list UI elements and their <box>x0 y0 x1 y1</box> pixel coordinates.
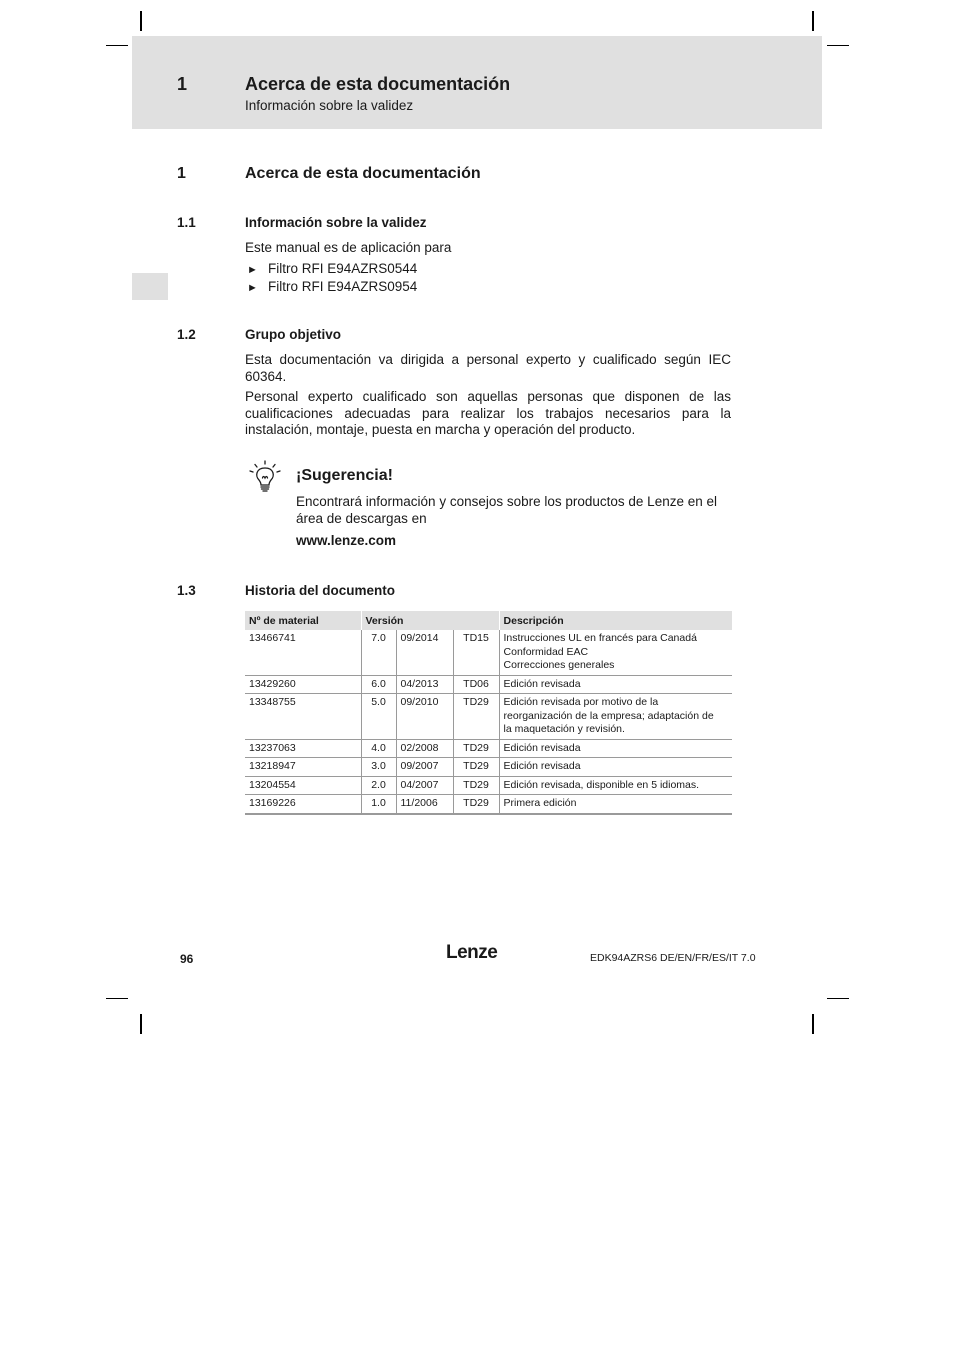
list-item: ► Filtro RFI E94AZRS0954 <box>247 279 418 294</box>
cell-material: 13169226 <box>245 795 361 814</box>
target-group-paragraph-1: Esta documentación va dirigida a personal experto y cualificado según IEC 60364. <box>245 352 731 384</box>
section-number: 1 <box>177 165 186 182</box>
cell-material: 13348755 <box>245 694 361 740</box>
cell-description <box>499 739 732 758</box>
table-row <box>245 694 732 740</box>
table-header-row <box>245 611 732 630</box>
table-row <box>245 739 732 758</box>
crop-mark <box>140 1014 142 1034</box>
cell-description <box>499 630 732 675</box>
side-tab-marker <box>132 273 168 300</box>
history-number: 1.3 <box>177 583 196 598</box>
target-group-number: 1.2 <box>177 327 196 342</box>
cell-material: 13429260 <box>245 675 361 694</box>
description-line: Instrucciones UL en francés para Canadá <box>503 632 697 644</box>
description-line: Edición revisada, disponible en 5 idiomas. <box>503 778 700 791</box>
target-group-paragraph-2: Personal experto cualificado son aquellas personas que disponen de las cualificaciones adecuadas para realizar los trabajos necesarios para la instalación, montaje, puesta en marcha y operación del producto. <box>245 389 731 437</box>
lightbulb-icon <box>248 460 282 494</box>
column-header-version: Versión <box>361 611 499 630</box>
cell-code: TD29 <box>453 739 499 758</box>
target-group-title: Grupo objetivo <box>245 327 341 342</box>
cell-version: 6.0 <box>361 675 396 694</box>
validity-title: Información sobre la validez <box>245 215 427 230</box>
tip-title: ¡Sugerencia! <box>296 467 393 484</box>
cell-code: TD29 <box>453 694 499 740</box>
history-table <box>245 611 733 815</box>
cell-date: 02/2008 <box>396 739 453 758</box>
cell-code: TD15 <box>453 630 499 675</box>
cell-version: 3.0 <box>361 758 396 777</box>
section-title: Acerca de esta documentación <box>245 165 481 182</box>
crop-mark <box>812 1014 814 1034</box>
cell-description <box>499 795 732 814</box>
history-title: Historia del documento <box>245 583 396 598</box>
description-line: la maquetación y revisión. <box>503 723 625 735</box>
crop-mark <box>827 998 849 999</box>
cell-date: 04/2007 <box>396 776 453 795</box>
crop-mark <box>140 11 142 31</box>
table-row <box>245 758 732 777</box>
validity-number: 1.1 <box>177 215 196 230</box>
document-reference: EDK94AZRS6 DE/EN/FR/ES/IT 7.0 <box>590 952 756 964</box>
cell-date: 09/2010 <box>396 694 453 740</box>
cell-version: 4.0 <box>361 739 396 758</box>
cell-material: 13466741 <box>245 630 361 675</box>
cell-description <box>499 694 732 740</box>
crop-mark <box>827 45 849 46</box>
column-header-description: Descripción <box>499 611 732 630</box>
cell-date: 11/2006 <box>396 795 453 814</box>
lenze-logo: Lenze <box>446 942 498 963</box>
list-item-label: Filtro RFI E94AZRS0954 <box>268 279 418 294</box>
table-row <box>245 776 732 795</box>
cell-material: 13218947 <box>245 758 361 777</box>
cell-code: TD06 <box>453 675 499 694</box>
cell-code: TD29 <box>453 776 499 795</box>
cell-version: 5.0 <box>361 694 396 740</box>
cell-code: TD29 <box>453 795 499 814</box>
tip-text: Encontrará información y consejos sobre los productos de Lenze en el área de descargas en <box>296 494 717 526</box>
list-item: ► Filtro RFI E94AZRS0544 <box>247 261 418 276</box>
description-line: Conformidad EAC <box>503 645 589 658</box>
table-row <box>245 675 732 694</box>
cell-version: 7.0 <box>361 630 396 675</box>
cell-description <box>499 758 732 777</box>
description-line: Edición revisada <box>503 677 581 690</box>
crop-mark <box>106 998 128 999</box>
header-chapter-title: Acerca de esta documentación <box>245 74 511 94</box>
description-line: reorganización de la empresa; adaptación de <box>503 709 714 722</box>
validity-intro: Este manual es de aplicación para <box>245 240 452 255</box>
description-line: Edición revisada por motivo de la <box>503 696 659 708</box>
table-row <box>245 630 732 675</box>
cell-description <box>499 776 732 795</box>
table-row <box>245 795 732 814</box>
tip-link[interactable]: www.lenze.com <box>296 533 397 548</box>
description-line: Edición revisada <box>503 760 581 772</box>
description-line: Correcciones generales <box>503 659 615 671</box>
page-number: 96 <box>180 952 194 966</box>
crop-mark <box>106 45 128 46</box>
cell-date: 09/2007 <box>396 758 453 777</box>
header-subtitle: Información sobre la validez <box>245 98 414 113</box>
crop-mark <box>812 11 814 31</box>
cell-date: 09/2014 <box>396 630 453 675</box>
cell-version: 1.0 <box>361 795 396 814</box>
header-chapter-number: 1 <box>177 74 188 94</box>
cell-date: 04/2013 <box>396 675 453 694</box>
description-line: Primera edición <box>503 797 577 809</box>
list-item-label: Filtro RFI E94AZRS0544 <box>268 261 418 276</box>
description-line: Edición revisada <box>503 741 581 754</box>
cell-material: 13237063 <box>245 739 361 758</box>
column-header-material: Nº de material <box>245 611 361 630</box>
cell-material: 13204554 <box>245 776 361 795</box>
cell-description <box>499 675 732 694</box>
cell-version: 2.0 <box>361 776 396 795</box>
cell-code: TD29 <box>453 758 499 777</box>
